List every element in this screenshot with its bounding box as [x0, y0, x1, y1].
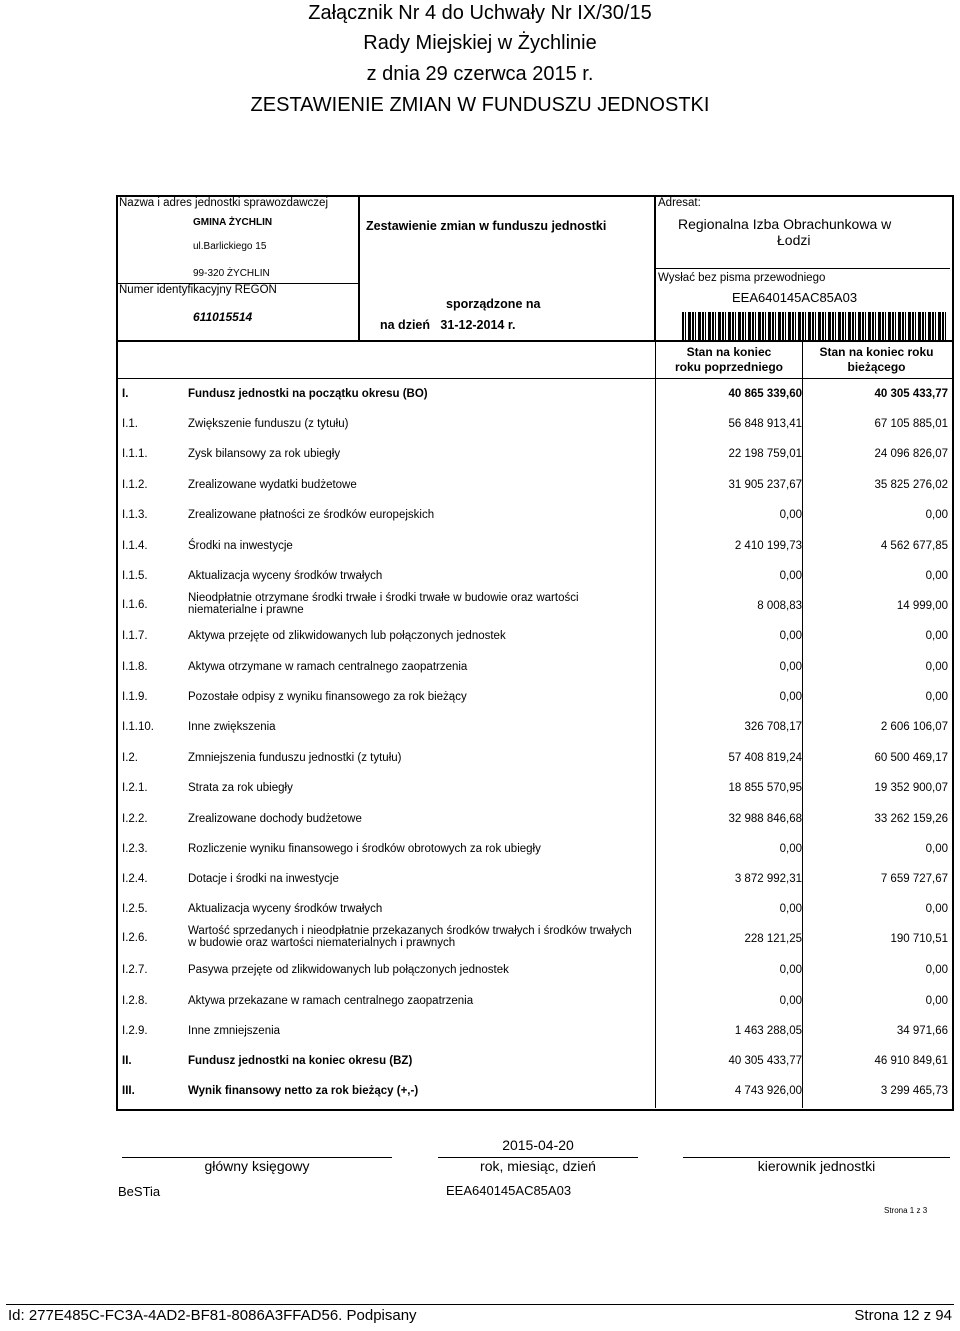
row-value-curr: 34 971,66 — [896, 1025, 948, 1037]
row-value-prev: 228 121,25 — [744, 933, 802, 945]
row-label: Wartość sprzedanych i nieodpłatnie przekazanych środków trwałych i środków trwałych w budowie oraz wartości niematerialnych i prawnych — [188, 925, 632, 949]
inner-page-number: Strona 1 z 3 — [884, 1206, 928, 1215]
divider — [358, 195, 360, 340]
row-label: Fundusz jednostki na koniec okresu (BZ) — [188, 1055, 413, 1067]
row-21 — [116, 1017, 950, 1047]
row-number: I.2.3. — [122, 843, 148, 855]
row-13 — [116, 774, 950, 804]
row-label: Zwiększenie funduszu (z tytułu) — [188, 418, 349, 430]
accountant-caption: główny księgowy — [204, 1158, 310, 1174]
date-line: z dnia 29 czerwca 2015 r. — [366, 63, 594, 85]
row-value-prev: 0,00 — [779, 509, 802, 521]
row-number: I.1.3. — [122, 509, 148, 521]
row-5 — [116, 532, 950, 562]
row-number: I.1.10. — [122, 721, 154, 733]
unit-label: Nazwa i adres jednostki sprawozdawczej — [119, 197, 329, 209]
row-number: I. — [122, 388, 129, 400]
regon-value: 611015514 — [193, 310, 253, 324]
row-label: Fundusz jednostki na początku okresu (BO) — [188, 388, 428, 400]
row-label: Aktywa przekazane w ramach centralnego zaopatrzenia — [188, 995, 474, 1007]
row-value-curr: 7 659 727,67 — [880, 873, 948, 885]
row-0 — [116, 380, 950, 410]
row-label: Zysk bilansowy za rok ubiegły — [188, 448, 341, 460]
head-caption: kierownik jednostki — [757, 1158, 876, 1174]
row-label: Środki na inwestycje — [188, 540, 293, 552]
row-value-curr: 0,00 — [925, 570, 948, 582]
col1-heading-line2: roku poprzedniego — [675, 360, 783, 374]
row-6 — [116, 562, 950, 592]
row-number: I.1. — [122, 418, 138, 430]
row-3 — [116, 471, 950, 501]
row-value-curr: 0,00 — [925, 843, 948, 855]
row-number: I.1.1. — [122, 448, 148, 460]
row-value-prev: 40 305 433,77 — [728, 1055, 802, 1067]
row-value-prev: 0,00 — [779, 630, 802, 642]
row-label: Zrealizowane płatności ze środków europejskich — [188, 509, 435, 521]
addressee-line1: Regionalna Izba Obrachunkowa w — [678, 216, 892, 232]
software-name: BeSTia — [118, 1184, 161, 1199]
row-15 — [116, 835, 950, 865]
row-20 — [116, 987, 950, 1017]
row-value-prev: 1 463 288,05 — [734, 1025, 802, 1037]
footer-divider — [6, 1304, 954, 1305]
row-value-curr: 24 096 826,07 — [874, 448, 948, 460]
row-number: I.1.2. — [122, 479, 148, 491]
divider — [116, 378, 952, 379]
row-number: I.1.9. — [122, 691, 148, 703]
row-value-curr: 0,00 — [925, 509, 948, 521]
row-value-curr: 0,00 — [925, 964, 948, 976]
row-value-prev: 0,00 — [779, 691, 802, 703]
signature-date: 2015-04-20 — [502, 1137, 574, 1153]
row-value-curr: 19 352 900,07 — [874, 782, 948, 794]
row-22 — [116, 1047, 950, 1077]
row-number: I.1.6. — [122, 599, 148, 611]
row-14 — [116, 805, 950, 835]
row-value-curr: 4 562 677,85 — [880, 540, 948, 552]
row-label: Zrealizowane wydatki budżetowe — [188, 479, 357, 491]
row-19 — [116, 956, 950, 986]
row-value-prev: 0,00 — [779, 964, 802, 976]
row-value-prev: 2 410 199,73 — [734, 540, 802, 552]
row-number: I.2.9. — [122, 1025, 148, 1037]
row-number: I.1.8. — [122, 661, 148, 673]
row-number: I.1.7. — [122, 630, 148, 642]
row-number: I.2.2. — [122, 813, 148, 825]
unit-street: ul.Barlickiego 15 — [193, 241, 267, 252]
row-value-curr: 33 262 159,26 — [874, 813, 948, 825]
row-label: Dotacje i środki na inwestycje — [188, 873, 339, 885]
row-11 — [116, 713, 950, 743]
unit-name: GMINA ŻYCHLIN — [193, 217, 273, 228]
row-number: I.2.4. — [122, 873, 148, 885]
row-label: Inne zmniejszenia — [188, 1025, 281, 1037]
row-2 — [116, 440, 950, 470]
unit-city: 99-320 ŻYCHLIN — [193, 268, 270, 279]
date-caption: rok, miesiąc, dzień — [480, 1158, 596, 1174]
report-title: Zestawienie zmian w funduszu jednostki — [366, 219, 607, 233]
row-number: II. — [122, 1055, 132, 1067]
row-value-curr: 46 910 849,61 — [874, 1055, 948, 1067]
row-value-prev: 8 008,83 — [757, 600, 802, 612]
row-label: Rozliczenie wyniku finansowego i środków obrotowych za rok ubiegły — [188, 843, 541, 855]
row-label: Zmniejszenia funduszu jednostki (z tytułu) — [188, 752, 402, 764]
row-value-curr: 0,00 — [925, 691, 948, 703]
col2-heading-line2: bieżącego — [847, 360, 906, 374]
row-number: I.1.5. — [122, 570, 148, 582]
row-value-curr: 2 606 106,07 — [880, 721, 948, 733]
row-18 — [116, 923, 950, 957]
row-value-curr: 190 710,51 — [890, 933, 948, 945]
row-value-curr: 3 299 465,73 — [880, 1085, 948, 1097]
row-value-prev: 3 872 992,31 — [734, 873, 802, 885]
row-value-prev: 326 708,17 — [744, 721, 802, 733]
row-label: Inne zwiększenia — [188, 721, 276, 733]
row-value-curr: 0,00 — [925, 661, 948, 673]
row-value-curr: 40 305 433,77 — [874, 388, 948, 400]
row-value-curr: 0,00 — [925, 630, 948, 642]
form-code: EEA640145AC85A03 — [732, 290, 858, 305]
footer-page: Strona 12 z 94 — [854, 1307, 952, 1324]
report-date: na dzień 31-12-2014 r. — [380, 318, 516, 332]
row-value-prev: 18 855 570,95 — [728, 782, 802, 794]
col1-heading-line1: Stan na koniec — [686, 345, 772, 359]
col2-heading-line1: Stan na koniec roku — [819, 345, 934, 359]
row-value-curr: 60 500 469,17 — [874, 752, 948, 764]
row-value-prev: 0,00 — [779, 995, 802, 1007]
row-label: Wynik finansowy netto za rok bieżący (+,-) — [188, 1085, 419, 1097]
send-note: Wysłać bez pisma przewodniego — [658, 272, 826, 284]
row-10 — [116, 683, 950, 713]
divider — [654, 268, 950, 269]
row-8 — [116, 622, 950, 652]
row-label: Nieodpłatnie otrzymane środki trwałe i środki trwałe w budowie oraz wartości niematerialne i prawne — [188, 592, 579, 616]
row-value-curr: 14 999,00 — [896, 600, 948, 612]
addressee-line2: Łodzi — [777, 232, 811, 248]
row-label: Zrealizowane dochody budżetowe — [188, 813, 362, 825]
regon-label: Numer identyfikacyjny REGON — [119, 284, 277, 296]
row-label: Aktualizacja wyceny środków trwałych — [188, 570, 383, 582]
footer-id: Id: 277E485C-FC3A-4AD2-BF81-8086A3FFAD56. Podpisany — [8, 1307, 417, 1324]
divider — [116, 340, 952, 342]
row-number: I.1.4. — [122, 540, 148, 552]
row-value-prev: 0,00 — [779, 903, 802, 915]
row-number: I.2. — [122, 752, 138, 764]
row-23 — [116, 1077, 950, 1107]
row-label: Strata za rok ubiegły — [188, 782, 293, 794]
row-label: Pasywa przejęte od zlikwidowanych lub połączonych jednostek — [188, 964, 509, 976]
row-number: I.2.1. — [122, 782, 148, 794]
addressee-label: Adresat: — [658, 197, 701, 209]
row-12 — [116, 744, 950, 774]
row-value-prev: 0,00 — [779, 661, 802, 673]
row-value-prev: 57 408 819,24 — [728, 752, 802, 764]
row-value-prev: 32 988 846,68 — [728, 813, 802, 825]
annex-line: Załącznik Nr 4 do Uchwały Nr IX/30/15 — [308, 2, 652, 24]
row-value-prev: 31 905 237,67 — [728, 479, 802, 491]
row-17 — [116, 895, 950, 925]
row-value-curr: 0,00 — [925, 995, 948, 1007]
row-label: Aktywa otrzymane w ramach centralnego zaopatrzenia — [188, 661, 468, 673]
row-value-prev: 4 743 926,00 — [734, 1085, 802, 1097]
row-9 — [116, 653, 950, 683]
row-label: Aktualizacja wyceny środków trwałych — [188, 903, 383, 915]
barcode — [682, 312, 948, 340]
row-value-curr: 35 825 276,02 — [874, 479, 948, 491]
row-value-prev: 0,00 — [779, 843, 802, 855]
row-value-prev: 40 865 339,60 — [728, 388, 802, 400]
row-16 — [116, 865, 950, 895]
row-1 — [116, 410, 950, 440]
council-line: Rady Miejskiej w Żychlinie — [363, 32, 597, 54]
document-title: ZESTAWIENIE ZMIAN W FUNDUSZU JEDNOSTKI — [250, 94, 710, 116]
row-value-prev: 22 198 759,01 — [728, 448, 802, 460]
row-label: Aktywa przejęte od zlikwidowanych lub połączonych jednostek — [188, 630, 506, 642]
prepared-label: sporządzone na — [446, 297, 541, 311]
row-4 — [116, 501, 950, 531]
row-value-curr: 0,00 — [925, 903, 948, 915]
row-label: Pozostałe odpisy z wyniku finansowego za rok bieżący — [188, 691, 467, 703]
row-value-prev: 56 848 913,41 — [728, 418, 802, 430]
row-number: I.2.8. — [122, 995, 148, 1007]
row-7 — [116, 590, 950, 624]
row-number: I.2.5. — [122, 903, 148, 915]
signature-code: EEA640145AC85A03 — [446, 1183, 572, 1198]
row-value-prev: 0,00 — [779, 570, 802, 582]
row-value-curr: 67 105 885,01 — [874, 418, 948, 430]
row-number: I.2.6. — [122, 932, 148, 944]
row-number: III. — [122, 1085, 135, 1097]
row-number: I.2.7. — [122, 964, 148, 976]
